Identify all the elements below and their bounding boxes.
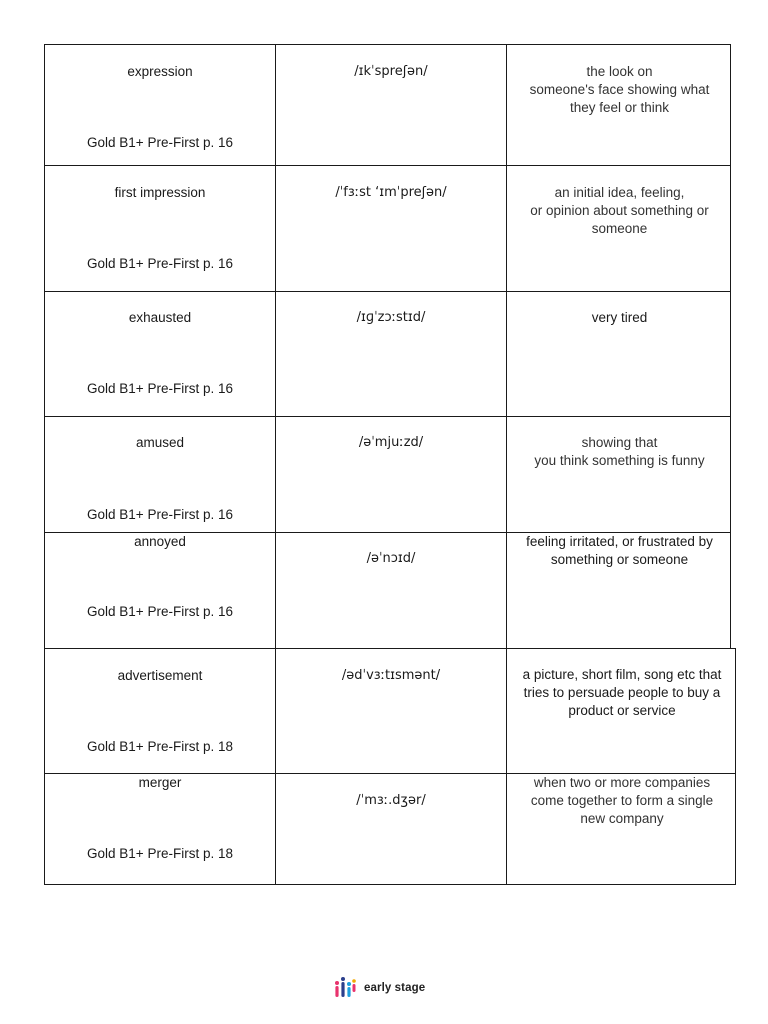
- source-reference: Gold B1+ Pre-First p. 16: [87, 256, 233, 271]
- definition: very tired: [591, 310, 648, 325]
- footer-brand: [333, 975, 425, 1001]
- ipa-transcription: /əˈnɔɪd/: [366, 551, 416, 566]
- card-row-exhausted: [44, 291, 731, 416]
- word: first impression: [114, 185, 206, 200]
- ipa-cell: [276, 649, 507, 773]
- word: merger: [138, 775, 182, 790]
- word-cell: [45, 45, 276, 165]
- word: advertisement: [117, 668, 203, 683]
- word-cell: [45, 166, 276, 291]
- definition-cell: [507, 292, 732, 416]
- definition: a picture, short film, song etc that tries to persuade people to buy a product or service: [522, 667, 722, 718]
- ipa-cell: [276, 774, 507, 884]
- word: exhausted: [128, 310, 192, 325]
- card-row-advertisement: [44, 648, 736, 773]
- ipa-cell: [276, 45, 507, 165]
- source-reference: Gold B1+ Pre-First p. 16: [87, 604, 233, 619]
- word-cell: [45, 292, 276, 416]
- source-reference: Gold B1+ Pre-First p. 16: [87, 381, 233, 396]
- ipa-transcription: /ˈfɜːst ‘ɪmˈpreʃən/: [335, 185, 447, 200]
- card-row-first-impression: [44, 165, 731, 291]
- ipa-transcription: /ˈmɜː.dʒər/: [356, 793, 426, 808]
- definition: feeling irritated, or frustrated by something or someone: [526, 534, 713, 567]
- card-row-expression: [44, 44, 731, 165]
- card-row-amused: [44, 416, 731, 532]
- word: expression: [127, 64, 193, 79]
- card-row-annoyed: [44, 532, 731, 648]
- definition: showing that you think something is funny: [534, 435, 705, 468]
- ipa-cell: [276, 292, 507, 416]
- word: amused: [135, 435, 185, 450]
- source-reference: Gold B1+ Pre-First p. 18: [87, 846, 233, 861]
- definition-cell: [507, 45, 732, 165]
- definition-cell: [507, 649, 737, 773]
- word: annoyed: [134, 534, 186, 549]
- ipa-transcription: /ədˈvɜːtɪsmənt/: [341, 668, 441, 683]
- definition: when two or more companies come together to form a single new company: [530, 775, 714, 826]
- source-reference: Gold B1+ Pre-First p. 16: [87, 135, 233, 150]
- definition-cell: [507, 417, 732, 532]
- brand-name: early stage: [364, 982, 426, 994]
- ipa-transcription: /ɪkˈspreʃən/: [354, 64, 428, 79]
- definition-cell: [507, 774, 737, 884]
- card-row-merger: [44, 773, 736, 885]
- ipa-cell: [276, 166, 507, 291]
- definition: an initial idea, feeling, or opinion about something or someone: [530, 185, 709, 236]
- definition-cell: [507, 166, 732, 291]
- word-cell: [45, 417, 276, 532]
- source-reference: Gold B1+ Pre-First p. 16: [87, 507, 233, 522]
- definition: the look on someone's face showing what they feel or think: [529, 64, 710, 115]
- early-stage-logo-icon: [333, 975, 357, 1001]
- word-cell: [45, 774, 276, 884]
- ipa-cell: [276, 533, 507, 648]
- source-reference: Gold B1+ Pre-First p. 18: [87, 739, 233, 754]
- ipa-transcription: /ɪɡˈzɔːstɪd/: [356, 310, 426, 325]
- ipa-cell: [276, 417, 507, 532]
- word-cell: [45, 533, 276, 648]
- word-cell: [45, 649, 276, 773]
- ipa-transcription: /əˈmjuːzd/: [358, 435, 424, 450]
- definition-cell: [507, 533, 732, 648]
